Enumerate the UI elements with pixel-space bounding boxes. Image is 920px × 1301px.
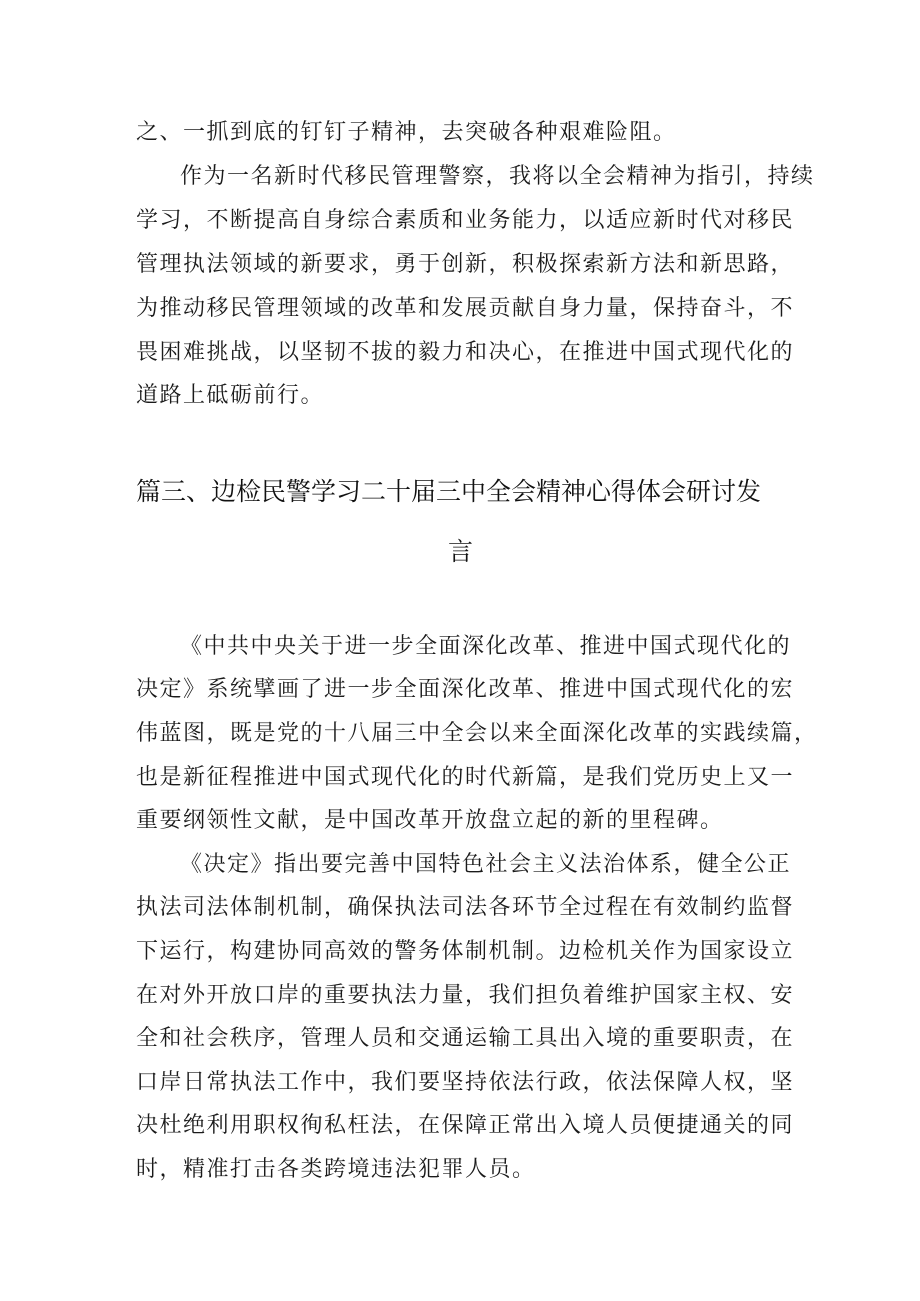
paragraph-line: 也是新征程推进中国式现代化的时代新篇，是我们党历史上又一 bbox=[136, 765, 795, 790]
paragraph-line: 口岸日常执法工作中，我们要坚持依法行政，依法保障人权，坚 bbox=[136, 1070, 795, 1095]
paragraph-line: 《决定》指出要完善中国特色社会主义法治体系，健全公正 bbox=[180, 852, 792, 877]
paragraph-line: 时，精准打击各类跨境违法犯罪人员。 bbox=[136, 1157, 536, 1182]
paragraph-line: 执法司法体制机制，确保执法司法各环节全过程在有效制约监督 bbox=[136, 895, 795, 920]
paragraph-line: 《中共中央关于进一步全面深化改革、推进中国式现代化的 bbox=[180, 634, 792, 659]
paragraph-line: 下运行，构建协同高效的警务体制机制。边检机关作为国家设立 bbox=[136, 939, 795, 964]
paragraph-line: 在对外开放口岸的重要执法力量，我们担负着维护国家主权、安 bbox=[136, 983, 795, 1008]
paragraph-line: 决杜绝利用职权徇私枉法，在保障正常出入境人员便捷通关的同 bbox=[136, 1113, 795, 1138]
section-heading: 篇三、边检民警学习二十届三中全会精神心得体会研讨发 bbox=[136, 477, 762, 506]
paragraph-line: 道路上砥砺前行。 bbox=[136, 383, 325, 408]
paragraph-line: 伟蓝图，既是党的十八届三中全会以来全面深化改革的实践续篇， bbox=[136, 721, 818, 746]
paragraph-line: 畏困难挑战，以坚韧不拔的毅力和决心，在推进中国式现代化的 bbox=[136, 340, 795, 365]
paragraph-line: 决定》系统擘画了进一步全面深化改革、推进中国式现代化的宏 bbox=[136, 677, 795, 702]
paragraph-line: 作为一名新时代移民管理警察，我将以全会精神为指引，持续 bbox=[180, 164, 815, 189]
paragraph-line: 重要纲领性文献，是中国改革开放盘立起的新的里程碑。 bbox=[136, 808, 724, 833]
paragraph-line: 管理执法领域的新要求，勇于创新，积极探索新方法和新思路， bbox=[136, 252, 795, 277]
paragraph-line: 为推动移民管理领域的改革和发展贡献自身力量，保持奋斗，不 bbox=[136, 296, 795, 321]
paragraph-line: 全和社会秩序，管理人员和交通运输工具出入境的重要职责，在 bbox=[136, 1026, 795, 1051]
paragraph-line: 学习，不断提高自身综合素质和业务能力，以适应新时代对移民 bbox=[136, 208, 795, 233]
section-heading-continuation: 言 bbox=[448, 537, 474, 566]
paragraph-line: 之、一抓到底的钉钉子精神，去突破各种艰难险阻。 bbox=[136, 120, 677, 145]
